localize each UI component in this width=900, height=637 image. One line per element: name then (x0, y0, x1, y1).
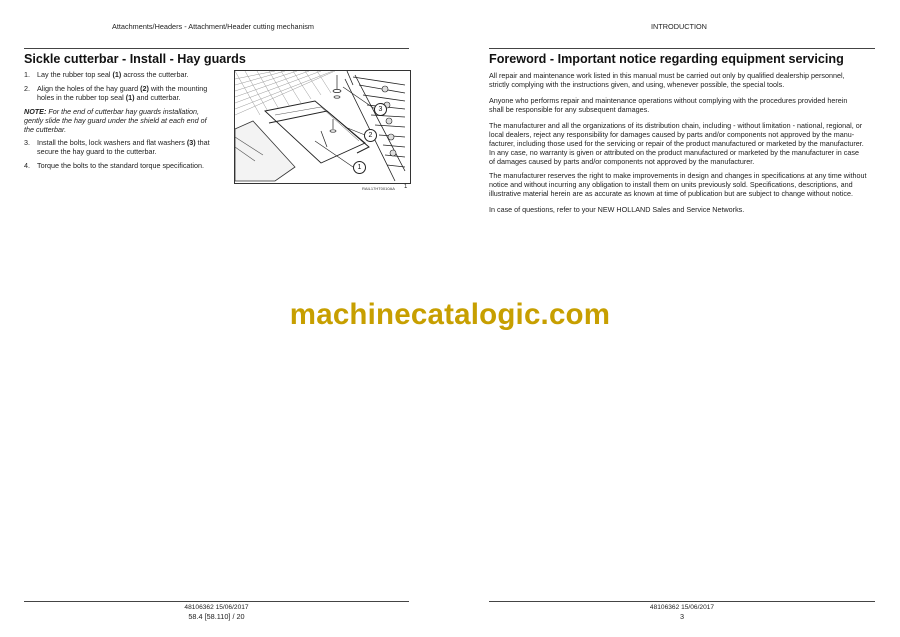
left-footer-doc: 48106362 15/06/2017 (184, 604, 249, 611)
right-section-title: Foreword - Important notice regarding equipment servicing (489, 52, 844, 66)
right-footer-page: 3 (679, 612, 685, 621)
step-line: Align the holes of the hay guard (2) with the mounting (37, 84, 208, 93)
step-line: secure the hay guard to the cutterbar. (37, 147, 157, 157)
foreword-paragraph-2: Anyone who performs repair and maintenance operations without complying with the procedures provided herein shall be responsible for any subsequent damages. (489, 96, 848, 115)
step-number: 2. (24, 84, 30, 93)
hay-guard-illustration (234, 70, 411, 184)
left-footer-rule (24, 601, 409, 602)
note-line: gently slide the hay guard under the shield at each end of (24, 116, 207, 126)
step-line: Lay the rubber top seal (1) across the cutterbar. (37, 70, 189, 79)
left-section-title: Sickle cutterbar - Install - Hay guards (24, 52, 246, 66)
figure-number: 1 (404, 184, 408, 190)
step-number: 3. (24, 138, 30, 147)
step-line: Torque the bolts to the standard torque specification. (37, 161, 205, 170)
cutterbar-drawing (235, 71, 410, 183)
note-line: the cutterbar. (24, 125, 67, 135)
left-header-rule (24, 48, 409, 49)
left-running-header: Attachments/Headers - Attachment/Header cutting mechanism (112, 22, 314, 31)
right-footer-doc: 48106362 15/06/2017 (649, 604, 715, 611)
left-footer-page: 58.4 [58.110] / 20 (188, 612, 245, 621)
right-header-rule (489, 48, 875, 49)
foreword-paragraph-4: The manufacturer reserves the right to make improvements in design and changes in specifications at any time without notice and without incurring any obligation to install them on units previously sold. Specifications, descriptions, and illustrative material herein are as accurate as known at time of publication but are subject to change without notice. (489, 171, 867, 199)
step-number: 1. (24, 70, 30, 79)
step-line: Install the bolts, lock washers and flat washers (3) that (37, 138, 210, 147)
figure-code: RAIL17HT0010AA (362, 186, 395, 191)
right-running-header: INTRODUCTION (651, 22, 707, 31)
foreword-paragraph-1: All repair and maintenance work listed in this manual must be carried out only by qualified dealership personnel, strictly complying with the instructions given, and using, whenever possible, the special tools. (489, 71, 845, 90)
note-block (24, 107, 229, 134)
foreword-paragraph-3: The manufacturer and all the organizations of its distribution chain, including - without limitation - national, regional, or local dealers, reject any responsibility for damages caused by parts and/or components not approved by the manu- facturer, including those used for the servicing or repair of the product manufactured or marketed by the manufacturer. In any case, no warranty is given or attributed on the product manufactured or marketed by the manufacturer in case of damages caused by parts and/or components not approved by the manufacturer. (489, 121, 864, 167)
callout-1: 1 (353, 161, 366, 174)
foreword-paragraph-5: In case of questions, refer to your NEW HOLLAND Sales and Service Networks. (489, 205, 745, 214)
step-number: 4. (24, 161, 30, 170)
note-line: For the end of cutterbar hay guards installation, (48, 107, 199, 116)
watermark: machinecatalogic.com (289, 298, 611, 331)
callout-2: 2 (364, 129, 377, 142)
right-footer-rule (489, 601, 875, 602)
callout-3: 3 (374, 103, 387, 116)
note-label: NOTE: (24, 107, 47, 116)
step-line: holes in the rubber top seal (1) and cutterbar. (37, 93, 181, 103)
